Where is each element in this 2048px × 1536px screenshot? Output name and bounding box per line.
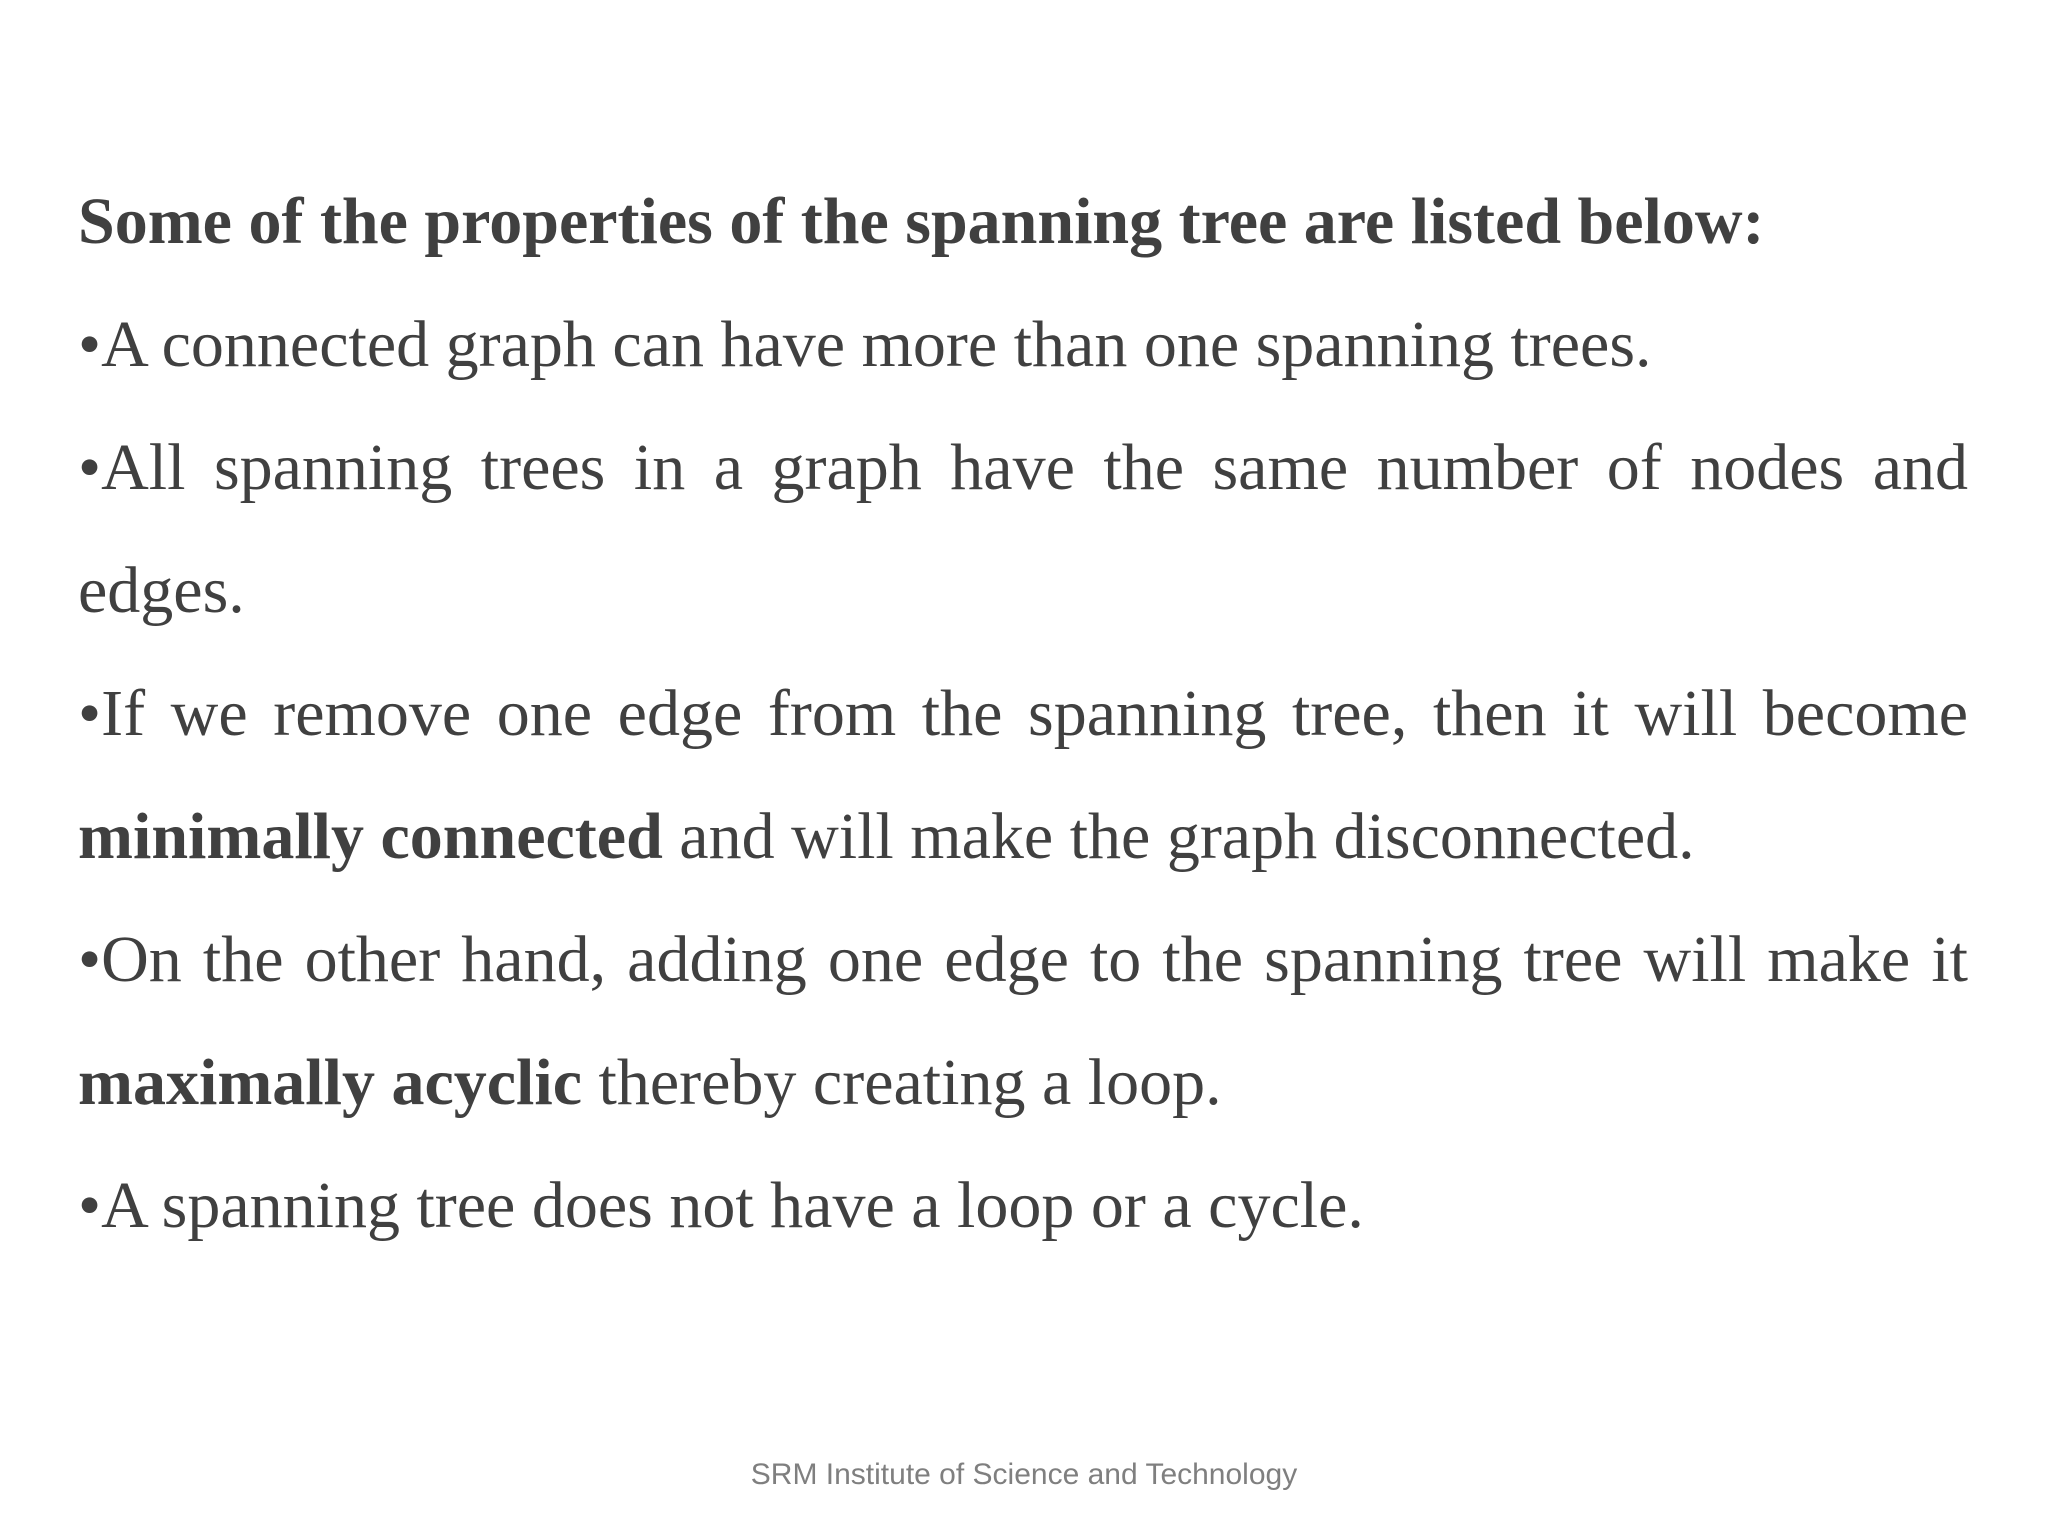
slide-content [78, 160, 1968, 1267]
bullet-item-4 [78, 898, 1968, 1144]
slide-heading: Some of the properties of the spanning tree are listed below: [78, 185, 1765, 258]
bullet-4-text-pre: •On the other hand, adding one edge to the spanning tree will make it [78, 923, 1968, 996]
bullet-3-text-pre: •If we remove one edge from the spanning tree, then it will become [78, 677, 1968, 750]
bullet-4-text-bold: maximally acyclic [78, 1046, 583, 1119]
bullet-2-text: •All spanning trees in a graph have the same number of nodes and edges. [78, 431, 1968, 627]
bullet-4-text-post: thereby creating a loop. [582, 1046, 1222, 1119]
bullet-item-1 [78, 283, 1968, 406]
slide-footer: SRM Institute of Science and Technology [750, 1458, 1298, 1491]
bullet-item-3 [78, 652, 1968, 898]
bullet-item-5 [78, 1144, 1968, 1267]
bullet-item-2 [78, 406, 1968, 652]
bullet-5-text: •A spanning tree does not have a loop or a cycle. [78, 1169, 1364, 1242]
bullet-3-text-post: and will make the graph disconnected. [662, 800, 1695, 873]
bullet-3-text-bold: minimally connected [78, 800, 663, 873]
bullet-1-text: •A connected graph can have more than one spanning trees. [78, 308, 1652, 381]
